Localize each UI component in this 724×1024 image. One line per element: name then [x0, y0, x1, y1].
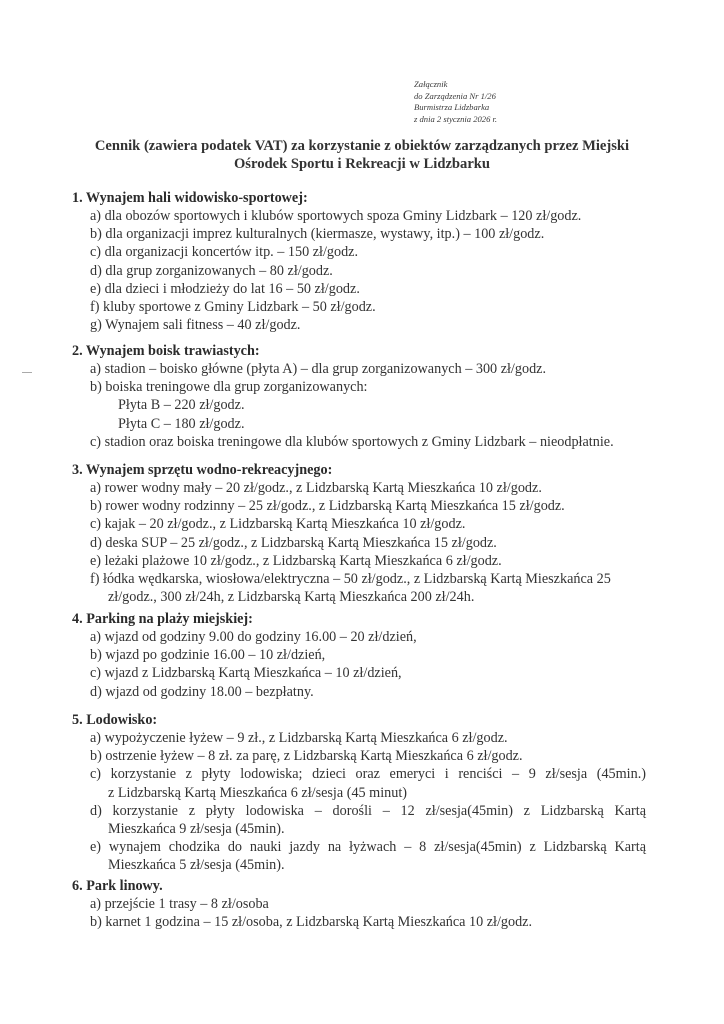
section-heading: 1. Wynajem hali widowisko-sportowej: — [72, 190, 308, 206]
document-title — [60, 137, 664, 173]
section-rope-park — [72, 877, 532, 931]
section-beach-parking — [72, 610, 417, 701]
section-heading: 3. Wynajem sprzętu wodno-rekreacyjnego: — [72, 462, 333, 478]
list-item-continuation: Mieszkańca 5 zł/sesja (45min). — [108, 857, 285, 874]
list-item: a) wjazd od godziny 9.00 do godziny 16.00 – 20 zł/dzień, — [90, 629, 417, 645]
section-heading: 6. Park linowy. — [72, 878, 163, 894]
list-item: d) wjazd od godziny 18.00 – bezpłatny. — [90, 683, 314, 700]
annex-line: z dnia 2 stycznia 2026 r. — [414, 113, 498, 124]
list-item: f) łódka wędkarska, wiosłowa/elektryczna – 50 zł/godz., z Lidzbarską Kartą Mieszkańca 25 — [90, 571, 611, 588]
list-item-continuation: Mieszkańca 9 zł/sesja (45min). — [108, 821, 285, 838]
list-item: a) wypożyczenie łyżew – 9 zł., z Lidzbarską Kartą Mieszkańca 6 zł/godz. — [90, 730, 508, 746]
list-item: e) leżaki plażowe 10 zł/godz., z Lidzbarską Kartą Mieszkańca 6 zł/godz. — [90, 552, 502, 569]
list-item: g) Wynajem sali fitness – 40 zł/godz. — [90, 317, 301, 334]
section-heading: 4. Parking na plaży miejskiej: — [72, 611, 253, 627]
list-item: b) wjazd po godzinie 16.00 – 10 zł/dzień, — [90, 647, 326, 664]
list-item: b) boiska treningowe dla grup zorganizowanych: — [90, 379, 368, 396]
list-item: e) wynajem chodzika do nauki jazdy na łyżwach – 8 zł/sesja(45min) z Lidzbarską Kartą — [90, 839, 646, 856]
list-item-continuation: z Lidzbarską Kartą Mieszkańca 6 zł/sesja (45 minut) — [108, 784, 408, 801]
list-item: d) dla grup zorganizowanych – 80 zł/godz. — [90, 262, 333, 279]
list-item: a) dla obozów sportowych i klubów sportowych spoza Gminy Lidzbark – 120 zł/godz. — [90, 208, 582, 224]
list-item: b) karnet 1 godzina – 15 zł/osoba, z Lidzbarską Kartą Mieszkańca 10 zł/godz. — [90, 914, 533, 931]
list-item: c) stadion oraz boiska treningowe dla klubów sportowych z Gminy Lidzbark – nieodpłatnie. — [90, 433, 614, 450]
annex-line: Załącznik — [414, 79, 448, 89]
list-item: a) stadion – boisko główne (płyta A) – dla grup zorganizowanych – 300 zł/godz. — [90, 361, 547, 377]
title-line: Cennik (zawiera podatek VAT) za korzystanie z obiektów zarządzanych przez Miejski — [94, 138, 630, 154]
scan-mark — [22, 372, 32, 373]
list-item: d) deska SUP – 25 zł/godz., z Lidzbarską Kartą Mieszkańca 15 zł/godz. — [90, 534, 497, 551]
list-item: e) dla dzieci i młodzieży do lat 16 – 50 zł/godz. — [90, 280, 360, 297]
section-hall-rental — [72, 189, 581, 334]
list-item: f) kluby sportowe z Gminy Lidzbark – 50 zł/godz. — [90, 299, 376, 316]
list-item: c) wjazd z Lidzbarską Kartą Mieszkańca – 10 zł/dzień, — [90, 665, 402, 682]
section-heading: 5. Lodowisko: — [72, 712, 158, 728]
annex-line: do Zarządzenia Nr 1/26 — [414, 90, 496, 101]
section-ice-rink — [72, 711, 646, 875]
annex-note — [414, 79, 497, 125]
list-item-continuation: zł/godz., 300 zł/24h, z Lidzbarską Kartą Mieszkańca 200 zł/24h. — [108, 589, 475, 606]
section-water-equipment — [72, 461, 611, 606]
list-item: c) korzystanie z płyty lodowiska; dzieci oraz emeryci i renciści – 9 zł/sesja (45min.) — [90, 766, 646, 783]
section-heading: 2. Wynajem boisk trawiastych: — [72, 343, 260, 359]
list-item: b) rower wodny rodzinny – 25 zł/godz., z Lidzbarską Kartą Mieszkańca 15 zł/godz. — [90, 498, 565, 515]
annex-line: Burmistrza Lidzbarka — [414, 102, 490, 112]
title-line: Ośrodek Sportu i Rekreacji w Lidzbarku — [233, 156, 491, 172]
list-item: c) kajak – 20 zł/godz., z Lidzbarską Kartą Mieszkańca 10 zł/godz. — [90, 516, 466, 533]
list-subitem: Płyta C – 180 zł/godz. — [118, 415, 245, 432]
list-item: a) przejście 1 trasy – 8 zł/osoba — [90, 896, 269, 912]
list-item: c) dla organizacji koncertów itp. – 150 zł/godz. — [90, 244, 359, 261]
section-grass-pitches — [72, 342, 614, 451]
list-item: d) korzystanie z płyty lodowiska – dorośli – 12 zł/sesja(45min) z Lidzbarską Kartą — [90, 802, 646, 819]
list-subitem: Płyta B – 220 zł/godz. — [118, 397, 245, 414]
list-item: b) dla organizacji imprez kulturalnych (kiermasze, wystawy, itp.) – 100 zł/godz. — [90, 226, 545, 243]
list-item: b) ostrzenie łyżew – 8 zł. za parę, z Lidzbarską Kartą Mieszkańca 6 zł/godz. — [90, 748, 523, 765]
list-item: a) rower wodny mały – 20 zł/godz., z Lidzbarską Kartą Mieszkańca 10 zł/godz. — [90, 480, 542, 496]
